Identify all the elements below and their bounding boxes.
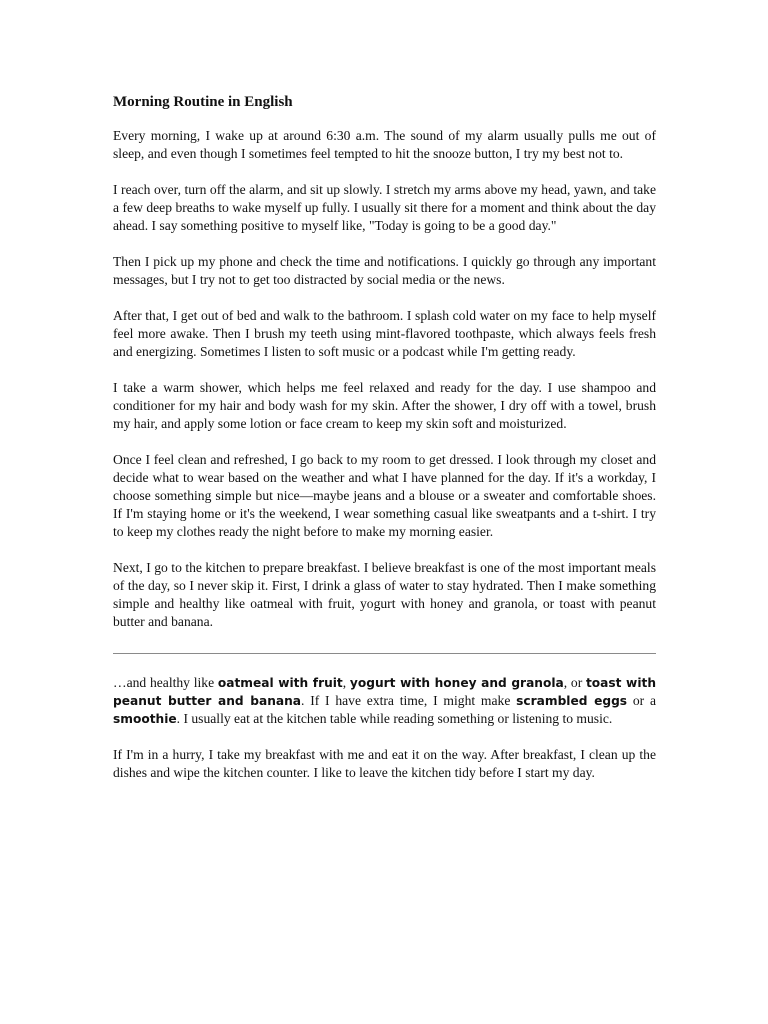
bold-phrase-smoothie: smoothie bbox=[113, 712, 177, 726]
bold-phrase-oatmeal: oatmeal with fruit bbox=[217, 676, 343, 690]
continuation-text: . I usually eat at the kitchen table while reading something or listening to music. bbox=[176, 711, 613, 726]
continuation-text: . If I have extra time, I might make bbox=[301, 693, 517, 708]
paragraph-cleanup: If I'm in a hurry, I take my breakfast with me and eat it on the way. After breakfast, I clean up the dishes and wipe the kitchen counter. I like to leave the kitchen tidy before I start my day. bbox=[113, 747, 656, 780]
continuation-text: …and healthy like bbox=[113, 675, 218, 690]
bold-phrase-yogurt: yogurt with honey and granola bbox=[349, 676, 564, 690]
paragraph-wake-up: Every morning, I wake up at around 6:30 a.m. The sound of my alarm usually pulls me out of sleep, and even though I sometimes feel tempted to hit the snooze button, I try my best not to. bbox=[113, 128, 656, 161]
paragraph-phone: Then I pick up my phone and check the time and notifications. I quickly go through any important messages, but I try not to get too distracted by social media or the news. bbox=[113, 254, 656, 287]
paragraph-bathroom: After that, I get out of bed and walk to the bathroom. I splash cold water on my face to help myself feel more awake. Then I brush my teeth using mint-flavored toothpaste, which always feels fresh and energizing. Sometimes I listen to soft music or a podcast while I'm getting ready. bbox=[113, 308, 656, 359]
continuation-text: , or bbox=[563, 675, 586, 690]
paragraph-dress: Once I feel clean and refreshed, I go back to my room to get dressed. I look through my closet and decide what to wear based on the weather and what I have planned for the day. If it's a workday, I choose something simple but nice—maybe jeans and a blouse or a sweater and comfortable shoes. If I'm staying home or it's the weekend, I wear something casual like sweatpants and a t-shirt. I try to keep my clothes ready the night before to make my morning easier. bbox=[113, 452, 656, 539]
paragraph-shower: I take a warm shower, which helps me feel relaxed and ready for the day. I use shampoo and conditioner for my hair and body wash for my skin. After the shower, I dry off with a towel, brush my hair, and apply some lotion or face cream to keep my skin soft and moisturized. bbox=[113, 380, 656, 431]
paragraph-breakfast: Next, I go to the kitchen to prepare breakfast. I believe breakfast is one of the most important meals of the day, so I never skip it. First, I drink a glass of water to stay hydrated. Then I make something simple and healthy like oatmeal with fruit, yogurt with honey and granola, or toast with peanut butter and banana. bbox=[113, 560, 656, 629]
bold-phrase-eggs: scrambled eggs bbox=[516, 694, 628, 708]
paragraph-alarm: I reach over, turn off the alarm, and sit up slowly. I stretch my arms above my head, yawn, and take a few deep breaths to wake myself up fully. I usually sit there for a moment and think about the day ahead. I say something positive to myself like, "Today is going to be a good day." bbox=[113, 182, 656, 233]
paragraph-continuation bbox=[113, 674, 656, 728]
bold-phrase-toast: toast with peanut butter and banana bbox=[113, 676, 657, 708]
section-divider bbox=[113, 653, 656, 654]
document-page bbox=[113, 93, 656, 800]
continuation-text: , bbox=[342, 675, 350, 690]
document-title: Morning Routine in English bbox=[113, 94, 293, 110]
continuation-text: or a bbox=[627, 693, 656, 708]
